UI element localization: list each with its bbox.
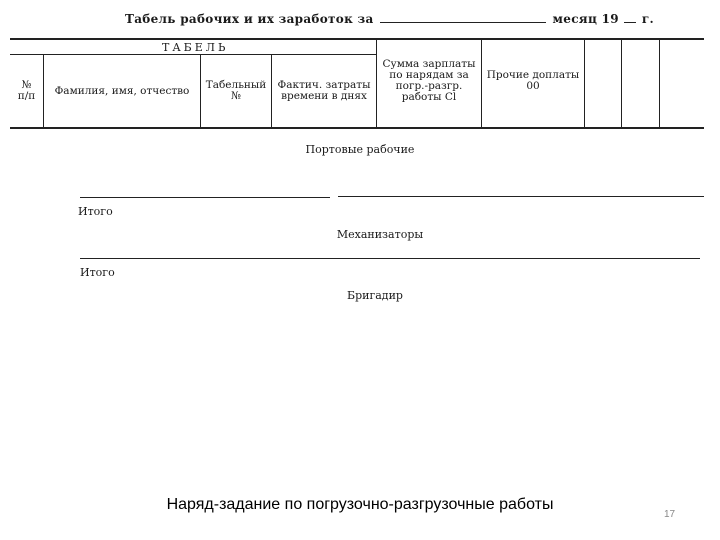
title-year-suffix: г. <box>641 12 655 26</box>
tabel-label: ТАБЕЛЬ <box>162 41 229 54</box>
col-divider-7 <box>621 39 622 128</box>
port-total-line-right <box>338 196 704 197</box>
col-header-num <box>10 80 43 102</box>
title-month-label: месяц 19 <box>552 12 619 26</box>
col-header-sum-text: Сумма зарплаты по нарядам за погр.-разгр. работы Cl <box>382 58 476 103</box>
table-top-line <box>10 38 704 40</box>
page-number: 17 <box>664 509 676 520</box>
col-divider-8 <box>659 39 660 128</box>
section-port-workers: Портовые рабочие <box>305 143 415 156</box>
title-prefix: Табель рабочих и их заработок за <box>125 12 374 26</box>
table-header-bottom-line <box>10 127 704 129</box>
col-header-other <box>482 70 584 92</box>
col-divider-6 <box>584 39 585 128</box>
port-total-line-left <box>80 197 330 198</box>
year-blank <box>624 12 636 23</box>
col-header-tab-no-text: Табельный № <box>205 79 267 102</box>
section-brigadier: Бригадир <box>347 289 403 302</box>
col-header-other-text: Прочие доплаты 00 <box>486 69 580 92</box>
period-blank <box>380 12 546 23</box>
form-title <box>125 12 654 26</box>
mech-total-line <box>80 258 700 259</box>
col-header-name <box>44 86 200 97</box>
section-mechanizers: Механизаторы <box>336 228 424 241</box>
col-header-days <box>272 80 376 102</box>
col-header-tab-no <box>201 80 271 102</box>
slide-caption: Наряд-задание по погрузочно-разгрузочные работы <box>166 496 554 513</box>
itogo-port: Итого <box>78 205 113 218</box>
col-header-sum <box>377 59 481 103</box>
col-header-name-text: Фамилия, имя, отчество <box>54 85 190 97</box>
col-header-num-text: № п/п <box>17 79 36 102</box>
col-header-days-text: Фактич. затраты времени в днях <box>277 79 371 102</box>
tabel-under-line <box>10 54 376 55</box>
itogo-mech: Итого <box>80 266 115 279</box>
